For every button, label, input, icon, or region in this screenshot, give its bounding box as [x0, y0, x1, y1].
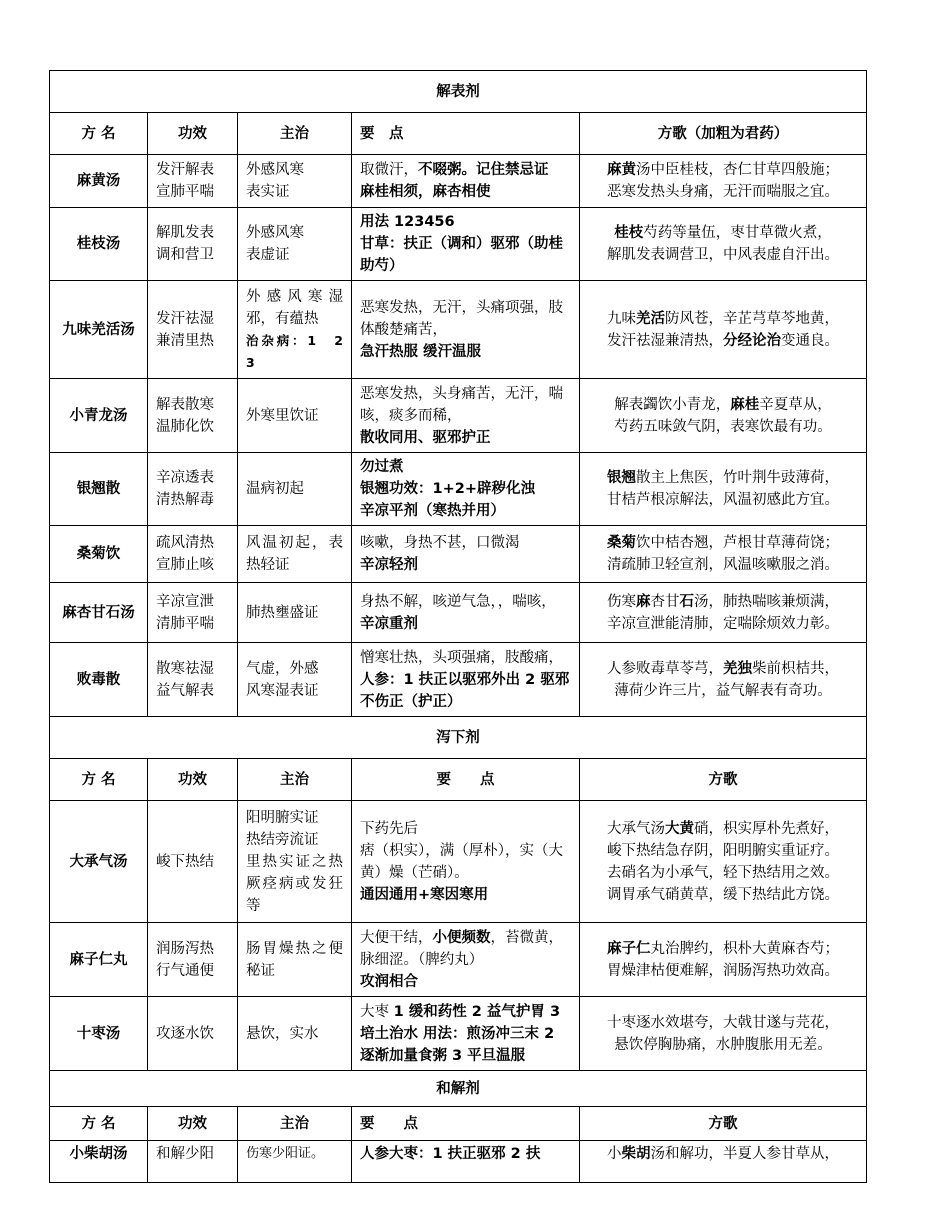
header-effect: 功效 [148, 113, 238, 155]
formula-effect: 散寒祛湿 益气解表 [148, 643, 238, 717]
section-row [50, 717, 867, 759]
formula-indication: 悬饮，实水 [238, 997, 352, 1071]
table-row [50, 281, 867, 379]
formula-table [49, 70, 867, 1183]
formula-song: 十枣逐水效堪夸，大戟甘遂与芫花， 悬饮停胸胁痛，水肿腹胀用无差。 [580, 997, 867, 1071]
header-indication: 主治 [238, 759, 352, 801]
header-song: 方歌（加粗为君药） [580, 113, 867, 155]
formula-song: 伤寒麻杏甘石汤，肺热喘咳兼烦满， 辛凉宣泄能清肺，定喘除烦效力彰。 [580, 583, 867, 643]
table-row [50, 208, 867, 281]
formula-effect: 润肠泻热 行气通便 [148, 923, 238, 997]
formula-effect: 攻逐水饮 [148, 997, 238, 1071]
formula-song: 小柴胡汤和解功，半夏人参甘草从， [580, 1141, 867, 1183]
header-indication: 主治 [238, 113, 352, 155]
table-row [50, 1141, 867, 1183]
formula-name: 小柴胡汤 [50, 1141, 148, 1183]
formula-song: 桑菊饮中桔杏翘，芦根甘草薄荷饶； 清疏肺卫轻宣剂，风温咳嗽服之消。 [580, 526, 867, 583]
formula-effect: 和解少阳 [148, 1141, 238, 1183]
formula-song: 桂枝芍药等量伍，枣甘草微火煮， 解肌发表调营卫，中风表虚自汗出。 [580, 208, 867, 281]
formula-indication: 外感风寒湿邪，有蕴热 治杂病：1 2 3 [238, 281, 352, 379]
table-row [50, 379, 867, 453]
formula-indication: 外感风寒 表实证 [238, 155, 352, 208]
formula-name: 十枣汤 [50, 997, 148, 1071]
formula-indication: 外感风寒 表虚证 [238, 208, 352, 281]
formula-key-points: 大便干结，小便频数，苔微黄，脉细涩。（脾约丸） 攻润相合 [352, 923, 580, 997]
formula-indication: 气虚，外感 风寒湿表证 [238, 643, 352, 717]
table-row [50, 155, 867, 208]
formula-key-points: 取微汗，不啜粥。记住禁忌证 麻桂相须，麻杏相使 [352, 155, 580, 208]
formula-name: 桂枝汤 [50, 208, 148, 281]
formula-song: 银翘散主上焦医，竹叶荆牛豉薄荷， 甘桔芦根凉解法，风温初感此方宜。 [580, 453, 867, 526]
formula-name: 大承气汤 [50, 801, 148, 923]
formula-effect: 辛凉透表 清热解毒 [148, 453, 238, 526]
formula-song: 麻黄汤中臣桂枝，杏仁甘草四般施； 恶寒发热头身痛，无汗而喘服之宜。 [580, 155, 867, 208]
formula-name: 麻黄汤 [50, 155, 148, 208]
header-row [50, 1107, 867, 1141]
header-song: 方歌 [580, 759, 867, 801]
formula-key-points: 恶寒发热，头身痛苦，无汗，喘咳，痰多而稀， 散收同用、驱邪护正 [352, 379, 580, 453]
formula-key-points: 憎寒壮热，头项强痛，肢酸痛， 人参：1 扶正以驱邪外出 2 驱邪不伤正（护正） [352, 643, 580, 717]
formula-key-points: 咳嗽，身热不甚，口微渴 辛凉轻剂 [352, 526, 580, 583]
formula-song: 人参败毒草苓芎，羌独柴前枳桔共， 薄荷少许三片，益气解表有奇功。 [580, 643, 867, 717]
formula-key-points: 大枣 1 缓和药性 2 益气护胃 3 培土治水 用法：煎汤冲三末 2 逐渐加量食粥 3 平旦温服 [352, 997, 580, 1071]
header-effect: 功效 [148, 759, 238, 801]
header-song: 方歌 [580, 1107, 867, 1141]
formula-effect: 发汗祛湿 兼清里热 [148, 281, 238, 379]
header-row [50, 759, 867, 801]
formula-effect: 疏风清热 宣肺止咳 [148, 526, 238, 583]
formula-effect: 解表散寒 温肺化饮 [148, 379, 238, 453]
section-row [50, 1071, 867, 1107]
formula-key-points: 勿过煮 银翘功效：1+2+辟秽化浊 辛凉平剂（寒热并用） [352, 453, 580, 526]
formula-indication: 阳明腑实证 热结旁流证 里热实证之热厥痉病或发狂等 [238, 801, 352, 923]
header-key-points: 要 点 [352, 113, 580, 155]
formula-effect: 峻下热结 [148, 801, 238, 923]
formula-key-points: 身热不解，咳逆气急，，喘咳， 辛凉重剂 [352, 583, 580, 643]
formula-name: 麻杏甘石汤 [50, 583, 148, 643]
table-row [50, 997, 867, 1071]
formula-indication: 风温初起，表热轻证 [238, 526, 352, 583]
formula-key-points: 下药先后 痞（枳实），满（厚朴），实（大黄）燥（芒硝）。 通因通用+寒因寒用 [352, 801, 580, 923]
table-row [50, 453, 867, 526]
table-row [50, 583, 867, 643]
formula-key-points: 人参大枣：1 扶正驱邪 2 扶 [352, 1141, 580, 1183]
formula-key-points: 用法 123456 甘草：扶正（调和）驱邪（助桂助芍） [352, 208, 580, 281]
table-row [50, 643, 867, 717]
header-name: 方 名 [50, 113, 148, 155]
table-row [50, 923, 867, 997]
formula-indication: 伤寒少阳证。 [238, 1141, 352, 1183]
header-key-points: 要 点 [352, 759, 580, 801]
header-indication: 主治 [238, 1107, 352, 1141]
formula-song: 大承气汤大黄硝，枳实厚朴先煮好， 峻下热结急存阴，阳明腑实重证疗。 去硝名为小承气，轻下热结用之效。 调胃承气硝黄草，缓下热结此方饶。 [580, 801, 867, 923]
section-row [50, 71, 867, 113]
formula-indication: 肺热壅盛证 [238, 583, 352, 643]
section-title: 解表剂 [50, 71, 867, 113]
formula-name: 败毒散 [50, 643, 148, 717]
formula-name: 桑菊饮 [50, 526, 148, 583]
header-key-points: 要 点 [352, 1107, 580, 1141]
formula-effect: 辛凉宣泄 清肺平喘 [148, 583, 238, 643]
formula-indication: 温病初起 [238, 453, 352, 526]
formula-name: 小青龙汤 [50, 379, 148, 453]
formula-song: 解表蠲饮小青龙，麻桂辛夏草从， 芍药五味敛气阴，表寒饮最有功。 [580, 379, 867, 453]
formula-name: 银翘散 [50, 453, 148, 526]
formula-indication: 外寒里饮证 [238, 379, 352, 453]
table-row [50, 526, 867, 583]
formula-name: 麻子仁丸 [50, 923, 148, 997]
formula-key-points: 恶寒发热，无汗，头痛项强，肢体酸楚痛苦， 急汗热服 缓汗温服 [352, 281, 580, 379]
section-title: 泻下剂 [50, 717, 867, 759]
formula-song: 麻子仁丸治脾约，枳朴大黄麻杏芍； 胃燥津枯便难解，润肠泻热功效高。 [580, 923, 867, 997]
header-effect: 功效 [148, 1107, 238, 1141]
formula-effect: 发汗解表 宣肺平喘 [148, 155, 238, 208]
formula-indication: 肠胃燥热之便秘证 [238, 923, 352, 997]
formula-name: 九味羌活汤 [50, 281, 148, 379]
header-name: 方 名 [50, 759, 148, 801]
formula-song: 九味羌活防风苍，辛芷芎草芩地黄， 发汗祛湿兼清热，分经论治变通良。 [580, 281, 867, 379]
table-row [50, 801, 867, 923]
section-title: 和解剂 [50, 1071, 867, 1107]
header-row [50, 113, 867, 155]
formula-effect: 解肌发表 调和营卫 [148, 208, 238, 281]
header-name: 方 名 [50, 1107, 148, 1141]
